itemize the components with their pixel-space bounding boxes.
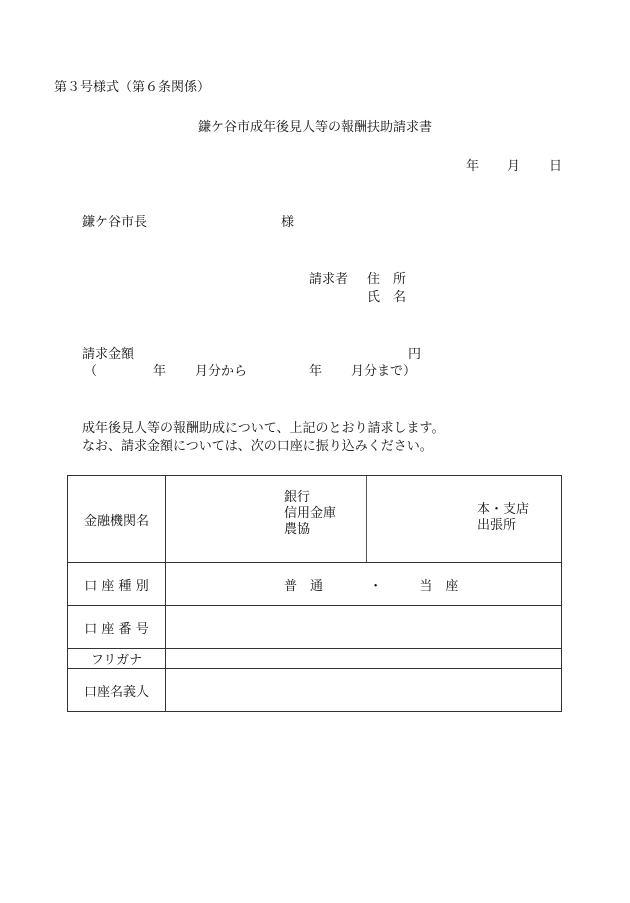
form-number: 第３号様式（第６条関係）	[54, 80, 211, 95]
period-to-year: 年	[309, 364, 323, 379]
requester-label: 請求者	[309, 272, 349, 287]
furigana-row	[68, 649, 562, 669]
period-open-paren: （	[84, 364, 98, 379]
account-type-label: 口 座 種 別	[68, 563, 166, 606]
institution-type-bank: 銀行	[284, 490, 311, 505]
account-type-current[interactable]: 当 座	[419, 578, 459, 594]
page-title: 鎌ケ谷市成年後見人等の報酬扶助請求書	[197, 120, 432, 135]
account-holder-field[interactable]	[166, 669, 562, 712]
addressee-honorific: 様	[281, 215, 295, 230]
bank-account-table	[67, 475, 562, 712]
account-holder-label: 口座名義人	[68, 669, 166, 712]
institution-type-shinkin: 信用金庫	[284, 506, 337, 521]
account-number-label: 口 座 番 号	[68, 606, 166, 649]
account-type-row	[68, 563, 562, 606]
institution-row	[68, 476, 562, 563]
date-year-label: 年	[466, 159, 480, 174]
account-type-ordinary[interactable]: 普 通	[284, 578, 324, 594]
account-number-row	[68, 606, 562, 649]
account-holder-row	[68, 669, 562, 712]
amount-unit: 円	[408, 347, 422, 362]
institution-cell[interactable]	[166, 476, 562, 563]
account-type-separator: ・	[369, 578, 383, 594]
furigana-field[interactable]	[166, 649, 562, 669]
branch-name-field[interactable]	[367, 476, 561, 562]
transfer-instruction: なお、請求金額については、次の口座に振り込みください。	[82, 439, 433, 454]
requester-address-label: 住 所	[367, 272, 407, 287]
account-number-field[interactable]	[166, 606, 562, 649]
date-month-label: 月	[507, 159, 521, 174]
period-from-year: 年	[153, 364, 167, 379]
period-to-month: 月分まで）	[351, 364, 417, 379]
institution-type-nokyo: 農協	[284, 522, 311, 537]
request-statement: 成年後見人等の報酬助成について、上記のとおり請求します。	[82, 421, 445, 436]
period-from-month: 月分から	[195, 364, 248, 379]
requester-name-label: 氏 名	[367, 290, 407, 305]
bank-name-field[interactable]	[166, 476, 367, 562]
furigana-label: フリガナ	[68, 649, 166, 669]
date-day-label: 日	[549, 159, 563, 174]
institution-label: 金融機関名	[68, 476, 166, 563]
amount-label: 請求金額	[82, 347, 135, 362]
branch-type-main: 本・支店	[477, 502, 530, 517]
branch-type-office: 出張所	[477, 518, 517, 533]
account-type-cell[interactable]	[166, 563, 562, 606]
addressee-name: 鎌ケ谷市長	[82, 215, 148, 230]
